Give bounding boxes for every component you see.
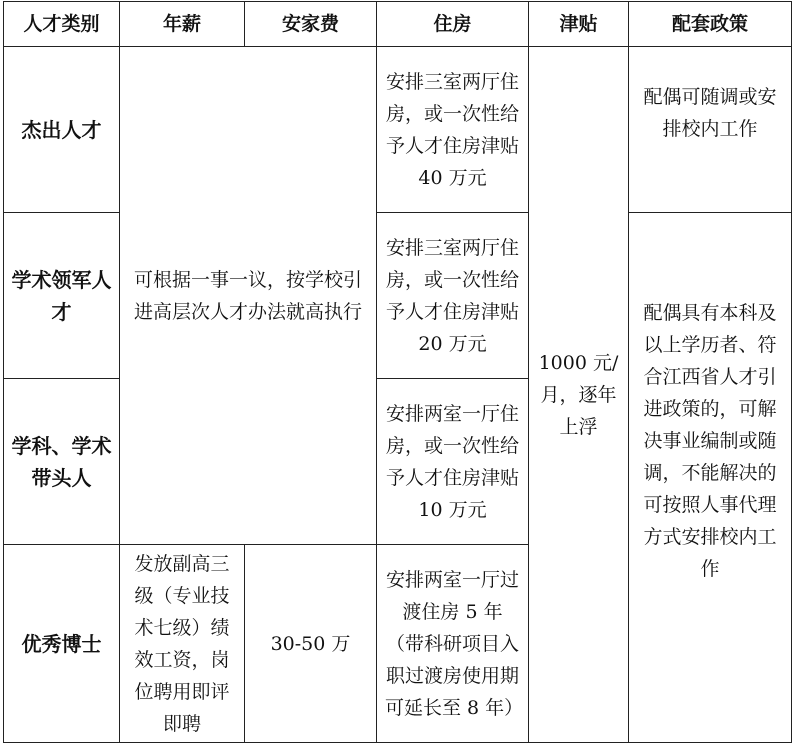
settle-fee-cell: 30-50 万 <box>245 545 377 743</box>
policy-cell-top: 配偶可随调或安排校内工作 <box>629 47 792 213</box>
header-policy: 配套政策 <box>629 2 792 47</box>
category-cell: 杰出人才 <box>4 47 120 213</box>
category-cell: 学科、学术带头人 <box>4 379 120 545</box>
table-row <box>4 47 792 213</box>
header-allowance: 津贴 <box>529 2 629 47</box>
policy-cell-bottom: 配偶具有本科及以上学历者、符合江西省人才引进政策的，可解决事业编制或随调，不能解决的可按照人事代理方式安排校内工作 <box>629 213 792 743</box>
allowance-merged-cell: 1000 元/月，逐年上浮 <box>529 47 629 743</box>
talent-policy-table <box>3 1 792 743</box>
header-salary: 年薪 <box>120 2 245 47</box>
header-housing: 住房 <box>377 2 529 47</box>
header-settle-fee: 安家费 <box>245 2 377 47</box>
housing-cell: 安排三室两厅住房，或一次性给予人才住房津贴 40 万元 <box>377 47 529 213</box>
category-cell: 学术领军人才 <box>4 213 120 379</box>
category-cell: 优秀博士 <box>4 545 120 743</box>
header-row <box>4 2 792 47</box>
header-category: 人才类别 <box>4 2 120 47</box>
housing-cell: 安排两室一厅住房，或一次性给予人才住房津贴 10 万元 <box>377 379 529 545</box>
housing-cell: 安排两室一厅过渡住房 5 年（带科研项目入职过渡房使用期可延长至 8 年） <box>377 545 529 743</box>
salary-cell: 发放副高三级（专业技术七级）绩效工资，岗位聘用即评即聘 <box>120 545 245 743</box>
salary-fee-merged-cell: 可根据一事一议，按学校引进高层次人才办法就高执行 <box>120 47 377 545</box>
housing-cell: 安排三室两厅住房，或一次性给予人才住房津贴 20 万元 <box>377 213 529 379</box>
